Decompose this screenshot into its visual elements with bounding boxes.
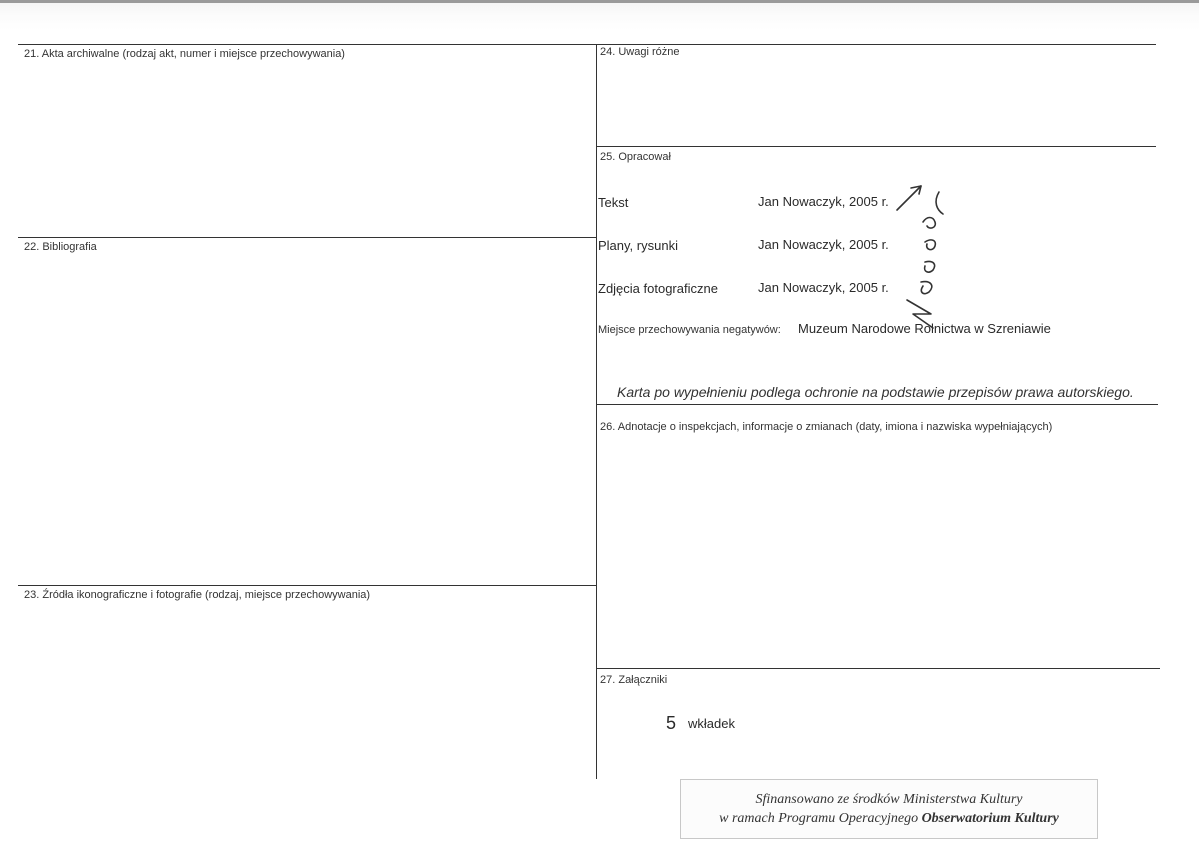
page-top-edge (0, 0, 1199, 3)
handwritten-signature (893, 182, 953, 332)
divider-25-26 (596, 404, 1158, 405)
divider-22-23 (18, 585, 596, 586)
section-22-label: 22. Bibliografia (24, 241, 97, 253)
section-24-label: 24. Uwagi różne (600, 46, 680, 58)
funding-line-2-prefix: w ramach Programu Operacyjnego (719, 811, 922, 826)
funding-program-name: Obserwatorium Kultury (921, 811, 1059, 826)
author-row-text-value: Jan Nowaczyk, 2005 r. (758, 194, 889, 209)
negatives-location-label: Miejsce przechowywania negatywów: (598, 324, 781, 336)
attachments-count: 5 (666, 713, 677, 733)
section-21-label: 21. Akta archiwalne (rodzaj akt, numer i miejsce przechowywania) (24, 48, 345, 60)
author-row-photos-key: Zdjęcia fotograficzne (598, 281, 718, 296)
negatives-location-value: Muzeum Narodowe Rolnictwa w Szreniawie (798, 321, 1051, 336)
author-row-plans-value: Jan Nowaczyk, 2005 r. (758, 237, 889, 252)
funding-line-2 (681, 811, 1097, 827)
divider-26-27 (596, 668, 1160, 669)
funding-line-1: Sfinansowano ze środków Ministerstwa Kultury (755, 792, 1023, 807)
divider-24-25 (596, 146, 1156, 147)
section-23-label: 23. Źródła ikonograficzne i fotografie (rodzaj, miejsce przechowywania) (24, 589, 371, 601)
author-row-text-key: Tekst (598, 195, 629, 210)
attachments-count-label: wkładek (688, 716, 735, 731)
top-border-line (18, 44, 1156, 45)
funding-notice-box (680, 779, 1098, 839)
author-row-plans-key: Plany, rysunki (598, 238, 678, 253)
section-27-label: 27. Załączniki (600, 674, 668, 686)
section-25-label: 25. Opracował (600, 151, 671, 163)
divider-21-22 (18, 237, 596, 238)
section-26-label: 26. Adnotacje o inspekcjach, informacje o zmianach (daty, imiona i nazwiska wypełniających) (600, 421, 1053, 433)
author-row-photos-value: Jan Nowaczyk, 2005 r. (758, 280, 889, 295)
copyright-notice: Karta po wypełnieniu podlega ochronie na podstawie przepisów prawa autorskiego. (617, 384, 1134, 400)
